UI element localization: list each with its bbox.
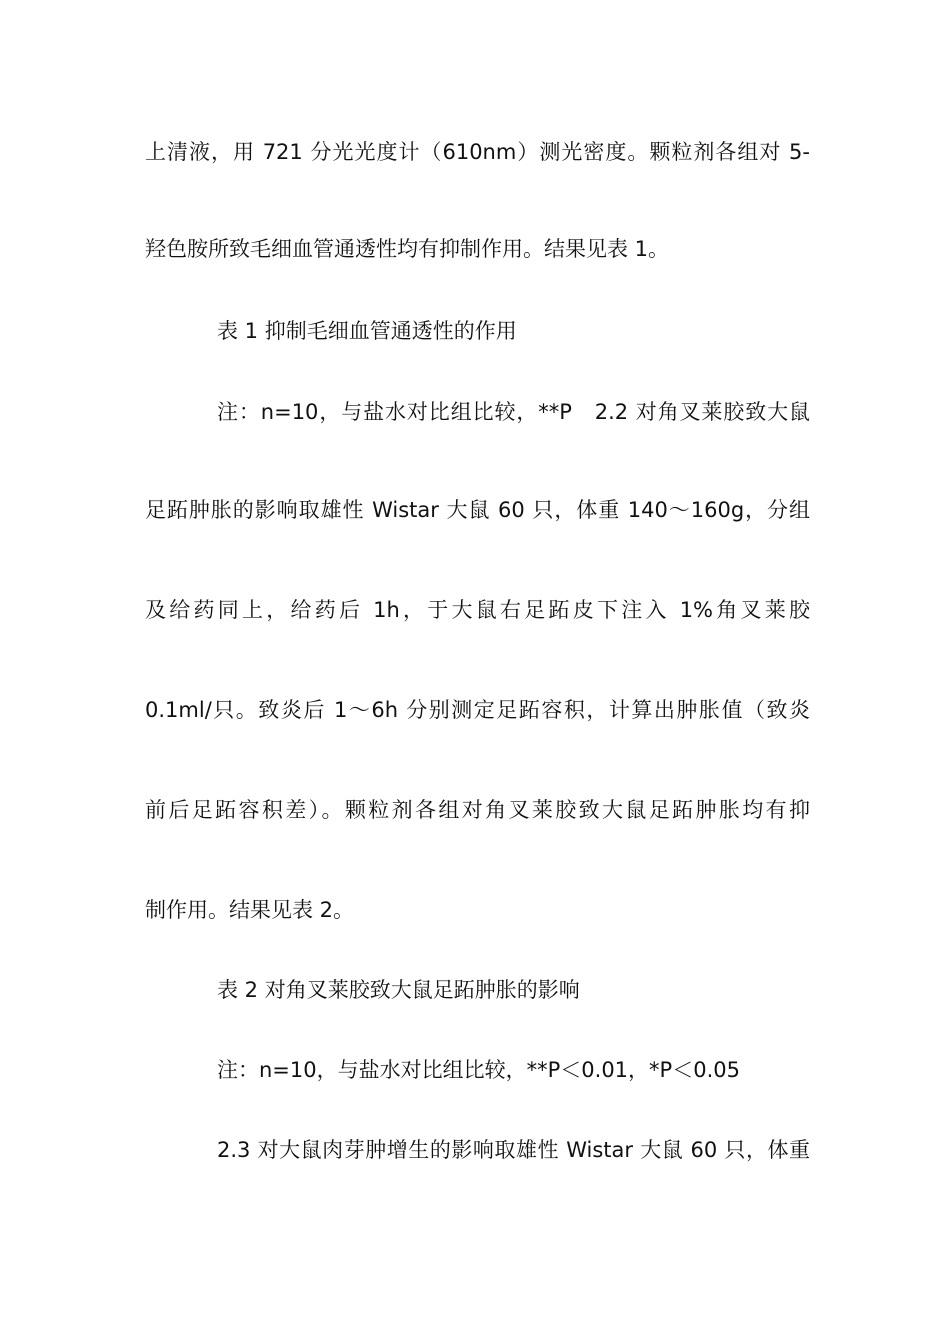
body-text-line: 0.1ml/只。致炎后 1～6h 分别测定足跖容积，计算出肿胀值（致炎 — [145, 698, 810, 722]
body-text-line: 制作用。结果见表 2。 — [145, 898, 355, 922]
body-text-line: 及给药同上，给药后 1h，于大鼠右足跖皮下注入 1%角叉莱胶 — [145, 598, 810, 622]
body-text-line: 前后足跖容积差）。颗粒剂各组对角叉莱胶致大鼠足跖肿胀均有抑 — [145, 798, 810, 822]
body-text-line: 上清液，用 721 分光光度计（610nm）测光密度。颗粒剂各组对 5- — [145, 140, 810, 164]
body-text-line: 羟色胺所致毛细血管通透性均有抑制作用。结果见表 1。 — [145, 237, 670, 261]
table-caption: 表 1 抑制毛细血管通透性的作用 — [217, 319, 517, 343]
section-heading-line: 2.3 对大鼠肉芽肿增生的影响取雄性 Wistar 大鼠 60 只，体重 — [217, 1138, 810, 1162]
table-caption: 表 2 对角叉莱胶致大鼠足跖肿胀的影响 — [217, 978, 580, 1002]
table-note: 注：n=10，与盐水对比组比较，**P 2.2 对角叉莱胶致大鼠 — [217, 400, 810, 424]
body-text-line: 足跖肿胀的影响取雄性 Wistar 大鼠 60 只，体重 140～160g，分组 — [145, 498, 810, 522]
table-note: 注：n=10，与盐水对比组比较，**P＜0.01，*P＜0.05 — [217, 1058, 740, 1082]
